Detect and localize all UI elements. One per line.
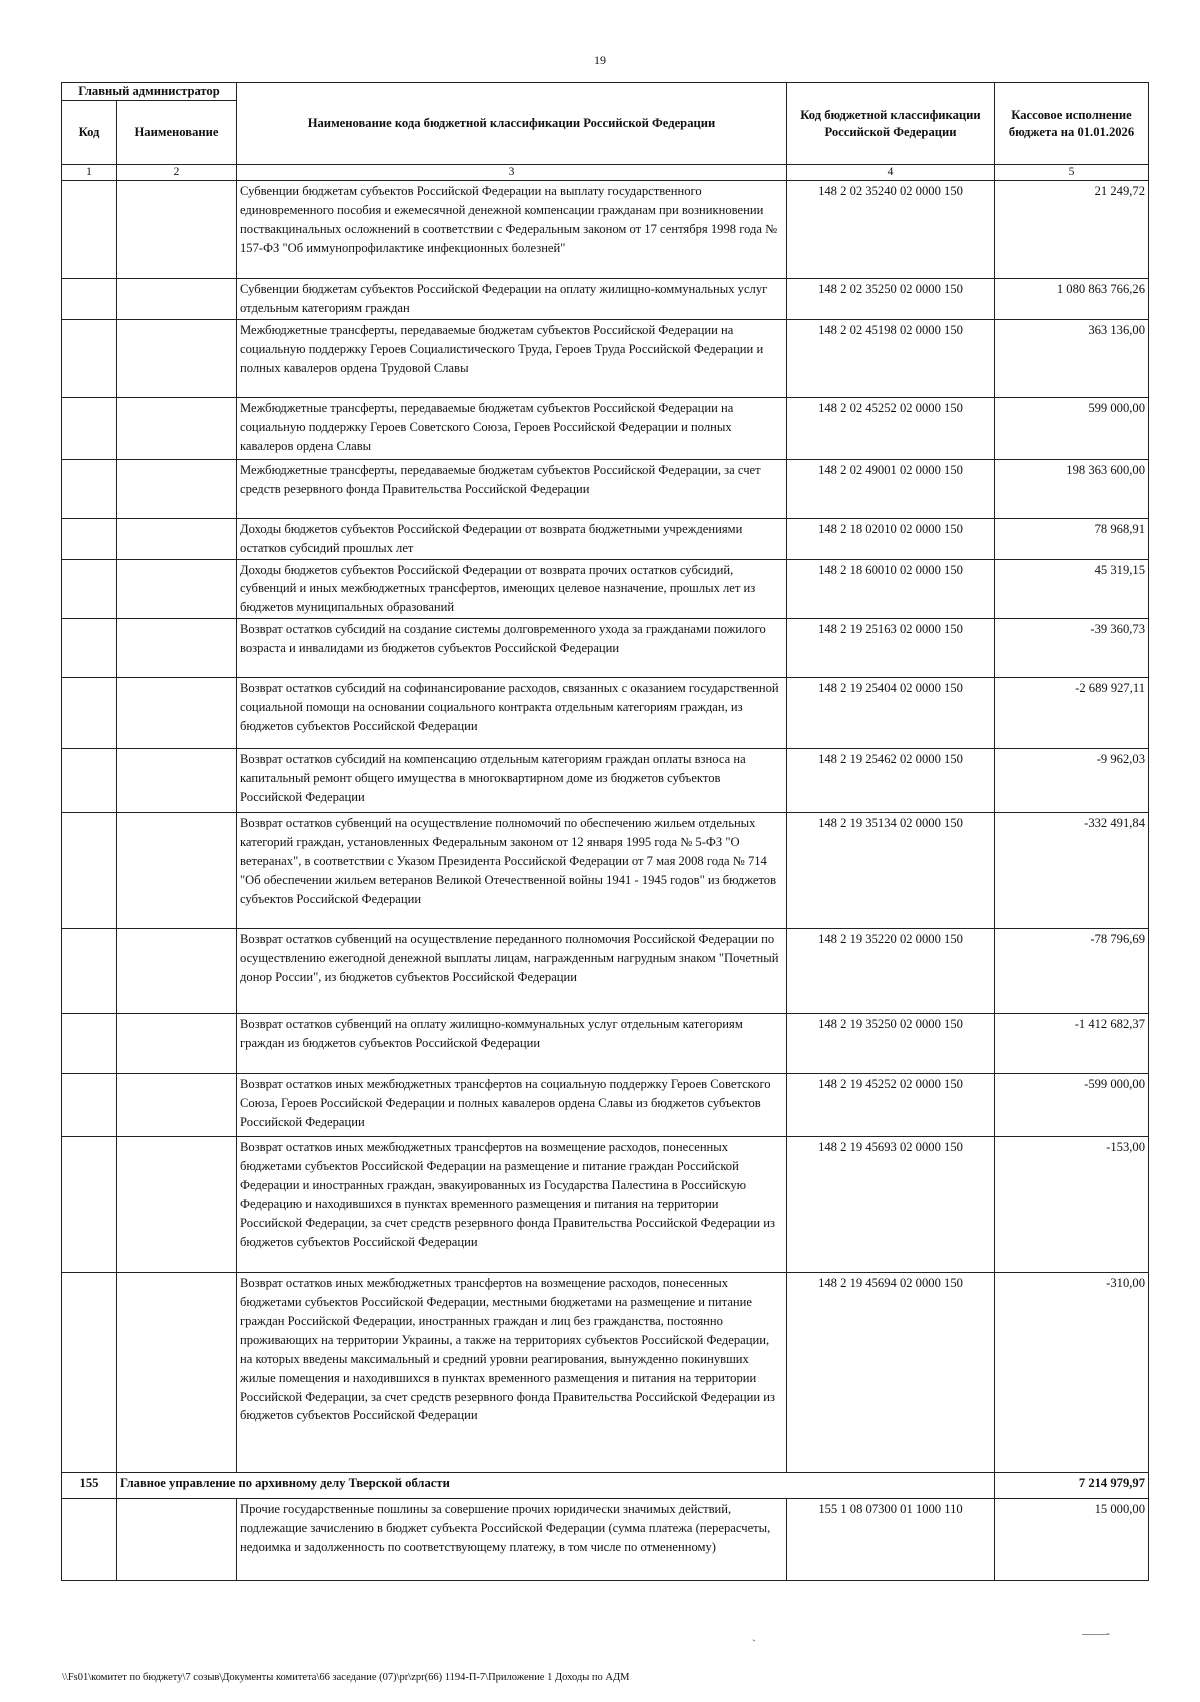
row-amount: -599 000,00 (995, 1074, 1149, 1137)
table-row (62, 397, 1149, 459)
row-bcc-code: 148 2 02 45252 02 0000 150 (787, 397, 995, 459)
table-row (62, 181, 1149, 279)
row-description: Возврат остатков субвенций на осуществление полномочий по обеспечению жильем отдельных категорий граждан, установленных Федеральным законом от 12 января 1995 года № 5-ФЗ "О ветеранах", в соответствии с Указом Президента Российской Федерации от 7 мая 2008 года № 714 "Об обеспечении жильем ветеранов Великой Отечественной войны 1941 - 1945 годов" из бюджетов субъектов Российской Федерации (237, 813, 787, 929)
row-description: Субвенции бюджетам субъектов Российской Федерации на оплату жилищно-коммунальных услуг отдельным категориям граждан (237, 279, 787, 320)
column-number: 3 (237, 165, 787, 181)
row-amount: 15 000,00 (995, 1499, 1149, 1581)
row-description: Межбюджетные трансферты, передаваемые бюджетам субъектов Российской Федерации на социальную поддержку Героев Советского Союза, Героев Российской Федерации и полных кавалеров ордена Славы (237, 397, 787, 459)
row-bcc-code: 148 2 18 02010 02 0000 150 (787, 518, 995, 559)
row-bcc-code: 148 2 19 25163 02 0000 150 (787, 619, 995, 678)
row-description: Возврат остатков субсидий на софинансирование расходов, связанных с оказанием государственной социальной помощи на основании социального контракта отдельным категориям граждан, из бюджетов субъектов Российской Федерации (237, 678, 787, 749)
page-number: 19 (594, 53, 606, 67)
column-number: 1 (62, 165, 117, 181)
table-row (62, 1499, 1149, 1581)
row-amount: 1 080 863 766,26 (995, 279, 1149, 320)
row-amount: -310,00 (995, 1273, 1149, 1473)
row-description: Возврат остатков иных межбюджетных трансфертов на возмещение расходов, понесенных бюджетами субъектов Российской Федерации, местными бюджетами на размещение и питание граждан Российской Федерации, иностранных граждан и лиц без гражданства, постоянно проживающих на территории Украины, а также на территориях субъектов Российской Федерации, на которых введены максимальный и средний уровни реагирования, вынужденно покинувших жилые помещения и находившихся в пунктах временного размещения и питания на территории Российской Федерации, за счет средств резервного фонда Правительства Российской Федерации из бюджетов субъектов Российской Федерации (237, 1273, 787, 1473)
row-bcc-code: 148 2 19 35250 02 0000 150 (787, 1014, 995, 1074)
row-description: Возврат остатков субвенций на оплату жилищно-коммунальных услуг отдельным категориям граждан из бюджетов субъектов Российской Федерации (237, 1014, 787, 1074)
footer-file-path: \\Fs01\комитет по бюджету\7 созыв\Документы комитета\66 заседание (07)\pr\zpr(66) 1194-П-7\Приложение 1 Доходы по АДМ (62, 1672, 630, 1683)
row-bcc-code: 148 2 19 35134 02 0000 150 (787, 813, 995, 929)
row-bcc-code: 148 2 19 45694 02 0000 150 (787, 1273, 995, 1473)
column-number-row (62, 165, 1149, 181)
table-row (62, 619, 1149, 678)
row-amount: 45 319,15 (995, 559, 1149, 619)
row-description: Возврат остатков субсидий на создание системы долговременного ухода за гражданами пожилого возраста и инвалидами из бюджетов субъектов Российской Федерации (237, 619, 787, 678)
budget-revenue-table (61, 82, 1149, 1581)
scan-mark: ——‒- (1082, 1626, 1108, 1640)
row-bcc-code: 148 2 02 49001 02 0000 150 (787, 459, 995, 518)
scan-mark: ˎ (752, 1628, 756, 1642)
row-bcc-code: 148 2 19 25404 02 0000 150 (787, 678, 995, 749)
header-bcc-code: Код бюджетной классификации Российской Федерации (787, 83, 995, 165)
row-amount: 198 363 600,00 (995, 459, 1149, 518)
row-amount: -332 491,84 (995, 813, 1149, 929)
section-code: 155 (62, 1473, 117, 1499)
row-bcc-code: 155 1 08 07300 01 1000 110 (787, 1499, 995, 1581)
table-row (62, 459, 1149, 518)
table-row (62, 1137, 1149, 1273)
row-description: Возврат остатков иных межбюджетных трансфертов на возмещение расходов, понесенных бюджетами субъектов Российской Федерации на размещение и питание граждан Российской Федерации и иностранных граждан, эвакуированных из Государства Палестина в Российскую Федерацию и находившихся в пунктах временного размещения и питания на территории Российской Федерации, за счет средств резервного фонда Правительства Российской Федерации из бюджетов субъектов Российской Федерации (237, 1137, 787, 1273)
row-description: Возврат остатков иных межбюджетных трансфертов на социальную поддержку Героев Советского Союза, Героев Российской Федерации и полных кавалеров ордена Славы из бюджетов субъектов Российской Федерации (237, 1074, 787, 1137)
section-row (62, 1473, 1149, 1499)
header-code: Код (62, 101, 117, 165)
row-amount: -39 360,73 (995, 619, 1149, 678)
header-bcc-name: Наименование кода бюджетной классификации Российской Федерации (237, 83, 787, 165)
row-amount: -78 796,69 (995, 929, 1149, 1014)
table-row (62, 279, 1149, 320)
row-description: Прочие государственные пошлины за совершение прочих юридически значимых действий, подлежащие зачислению в бюджет субъекта Российской Федерации (сумма платежа (перерасчеты, недоимка и задолженность по соответствующему платежу, в том числе по отмененному) (237, 1499, 787, 1581)
table-row (62, 929, 1149, 1014)
row-amount: -1 412 682,37 (995, 1014, 1149, 1074)
row-description: Возврат остатков субвенций на осуществление переданного полномочия Российской Федерации по осуществлению ежегодной денежной выплаты лицам, награжденным нагрудным знаком "Почетный донор России", из бюджетов субъектов Российской Федерации (237, 929, 787, 1014)
header-execution: Кассовое исполнение бюджета на 01.01.2026 (995, 83, 1149, 165)
table-row (62, 319, 1149, 397)
row-amount: -2 689 927,11 (995, 678, 1149, 749)
table-row (62, 1273, 1149, 1473)
header-name: Наименование (117, 101, 237, 165)
row-bcc-code: 148 2 18 60010 02 0000 150 (787, 559, 995, 619)
row-bcc-code: 148 2 02 35250 02 0000 150 (787, 279, 995, 320)
row-bcc-code: 148 2 19 45252 02 0000 150 (787, 1074, 995, 1137)
row-amount: 78 968,91 (995, 518, 1149, 559)
row-amount: -153,00 (995, 1137, 1149, 1273)
table-row (62, 1014, 1149, 1074)
row-description: Доходы бюджетов субъектов Российской Федерации от возврата бюджетными учреждениями остатков субсидий прошлых лет (237, 518, 787, 559)
row-amount: 363 136,00 (995, 319, 1149, 397)
row-description: Возврат остатков субсидий на компенсацию отдельным категориям граждан оплаты взноса на капитальный ремонт общего имущества в многоквартирном доме из бюджетов субъектов Российской Федерации (237, 749, 787, 813)
column-number: 2 (117, 165, 237, 181)
row-bcc-code: 148 2 19 25462 02 0000 150 (787, 749, 995, 813)
row-amount: 21 249,72 (995, 181, 1149, 279)
header-main-admin: Главный администратор (62, 83, 237, 101)
row-amount: 599 000,00 (995, 397, 1149, 459)
row-amount: -9 962,03 (995, 749, 1149, 813)
table-row (62, 678, 1149, 749)
row-bcc-code: 148 2 19 35220 02 0000 150 (787, 929, 995, 1014)
column-number: 4 (787, 165, 995, 181)
row-description: Субвенции бюджетам субъектов Российской Федерации на выплату государственного единовременного пособия и ежемесячной денежной компенсации гражданам при возникновении поствакцинальных осложнений в соответствии с Федеральным законом от 17 сентября 1998 года № 157-ФЗ "Об иммунопрофилактике инфекционных болезней" (237, 181, 787, 279)
table-row (62, 518, 1149, 559)
section-amount: 7 214 979,97 (995, 1473, 1149, 1499)
row-description: Доходы бюджетов субъектов Российской Федерации от возврата прочих остатков субсидий, субвенций и иных межбюджетных трансфертов, имеющих целевое назначение, прошлых лет из бюджетов муниципальных образований (237, 559, 787, 619)
row-bcc-code: 148 2 02 45198 02 0000 150 (787, 319, 995, 397)
table-row (62, 749, 1149, 813)
row-bcc-code: 148 2 02 35240 02 0000 150 (787, 181, 995, 279)
table-row (62, 559, 1149, 619)
row-description: Межбюджетные трансферты, передаваемые бюджетам субъектов Российской Федерации, за счет средств резервного фонда Правительства Российской Федерации (237, 459, 787, 518)
column-number: 5 (995, 165, 1149, 181)
table-row (62, 1074, 1149, 1137)
row-description: Межбюджетные трансферты, передаваемые бюджетам субъектов Российской Федерации на социальную поддержку Героев Социалистического Труда, Героев Труда Российской Федерации и полных кавалеров ордена Трудовой Славы (237, 319, 787, 397)
row-bcc-code: 148 2 19 45693 02 0000 150 (787, 1137, 995, 1273)
section-name: Главное управление по архивному делу Тверской области (117, 1473, 995, 1499)
table-row (62, 813, 1149, 929)
